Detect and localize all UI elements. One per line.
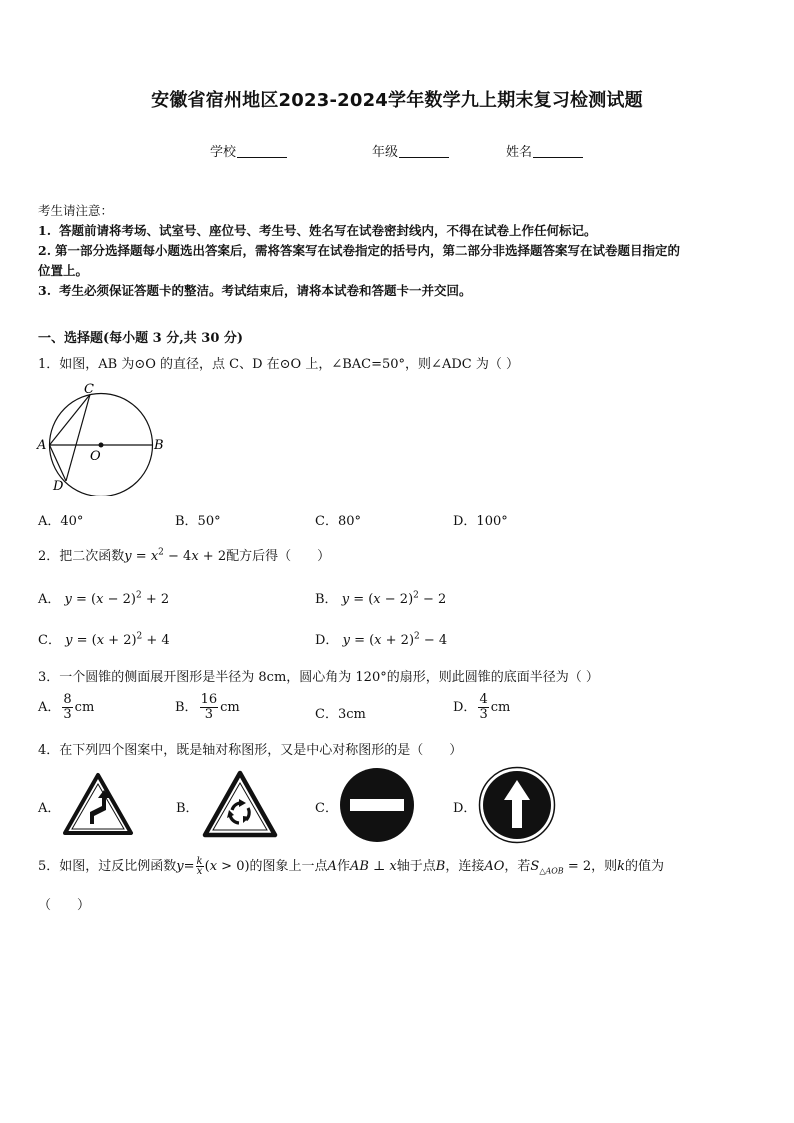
center-dot [99, 443, 104, 448]
q1-option-d[interactable]: D．100° [453, 514, 508, 529]
label-c: C [84, 382, 94, 397]
q4-stem: 4．在下列四个图案中，既是轴对称图形，又是中心对称图形的是（ ） [38, 743, 463, 758]
q3-stem: 3．一个圆锥的侧面展开图形是半径为 8cm，圆心角为 120°的扇形，则此圆锥的底面半径为（ ） [38, 670, 599, 685]
q5-answer-bracket: （ ） [38, 898, 91, 913]
name-field[interactable] [506, 141, 583, 160]
q2-option-b[interactable]: B． $y = (x - 2)^2 - 2$ [315, 590, 447, 607]
q3-option-c[interactable]: C．3cm [315, 707, 366, 722]
notice-item-2: 2. 第一部分选择题每小题选出答案后，需将答案写在试卷指定的括号内，第二部分非选择题答案写在试卷题目指定的 [38, 243, 681, 258]
page-title: 安徽省宿州地区2023-2024学年数学九上期末复习检测试题 [151, 90, 643, 111]
q1-option-b[interactable]: B．50° [175, 514, 221, 529]
curve-road-sign-icon [62, 772, 134, 836]
name-label: 姓名 [506, 145, 533, 160]
fraction-4-3: $\frac{4}{3}$ [479, 692, 488, 722]
q2-option-a[interactable]: A． $y = (x - 2)^2 + 2$ [38, 590, 170, 607]
chord-ad [50, 445, 67, 481]
notice-item-3: 3. 考生必须保证答题卡的整洁。考试结束后，请将本试卷和答题卡一并交回。 [38, 283, 472, 298]
fraction-8-3: $\frac{8}{3}$ [63, 692, 72, 722]
school-blank[interactable] [237, 145, 287, 158]
chord-cd [66, 395, 90, 482]
q1-circle-figure [34, 378, 166, 496]
grade-blank[interactable] [399, 145, 449, 158]
q4-option-b[interactable]: B． [176, 801, 199, 816]
q5-stem: 5．如图，过反比例函数y= $\frac{k}{x}$ (x > 0)的图象上一点A作AB ⊥ x轴于点B，连接AO，若$S_{\triangle AOB} = 2$，则k的值为 [38, 856, 665, 877]
section-heading: 一、选择题(每小题 3 分,共 30 分) [38, 331, 244, 346]
notice-item-2-cont: 位置上。 [38, 263, 89, 278]
grade-field[interactable] [372, 141, 449, 160]
q1-option-a[interactable]: A．40° [38, 514, 84, 529]
q3-option-a[interactable]: A． $\frac{8}{3}$ cm [38, 692, 95, 722]
label-o: O [90, 449, 101, 464]
fraction-k-over-x: $\frac{k}{x}$ [196, 856, 203, 877]
label-d: D [53, 479, 64, 494]
label-a: A [37, 438, 47, 453]
no-entry-sign-icon [339, 767, 415, 843]
q2-stem: 2．把二次函数$y = x^2 - 4x + 2$配方后得（ ） [38, 547, 331, 564]
q1-stem: 1．如图，AB 为⊙O 的直径，点 C、D 在⊙O 上，∠BAC=50°，则∠ADC 为（ ） [38, 357, 519, 372]
q4-option-d[interactable]: D． [453, 801, 477, 816]
q2-function: y [124, 549, 132, 564]
q3-option-b[interactable]: B． $\frac{16}{3}$ cm [175, 692, 240, 722]
grade-label: 年级 [372, 145, 399, 160]
straight-ahead-sign-icon [478, 766, 556, 844]
q1-option-c[interactable]: C．80° [315, 514, 361, 529]
q2-option-c[interactable]: C． $y = (x + 2)^2 + 4$ [38, 631, 170, 648]
q3-option-d[interactable]: D． $\frac{4}{3}$ cm [453, 692, 511, 722]
roundabout-sign-icon [202, 770, 278, 838]
label-b: B [154, 438, 164, 453]
notice-block [38, 201, 762, 301]
school-label: 学校 [210, 145, 237, 160]
q2-option-d[interactable]: D． $y = (x + 2)^2 - 4$ [315, 631, 448, 648]
q4-option-a[interactable]: A． [38, 801, 61, 816]
q4-option-c[interactable]: C． [315, 801, 338, 816]
name-blank[interactable] [533, 145, 583, 158]
school-field[interactable] [210, 141, 287, 160]
notice-item-1: 1. 答题前请将考场、试室号、座位号、考生号、姓名写在试卷密封线内，不得在试卷上作任何标记。 [38, 223, 597, 238]
fraction-16-3: $\frac{16}{3}$ [200, 692, 218, 722]
notice-heading: 考生请注意： [38, 203, 114, 218]
